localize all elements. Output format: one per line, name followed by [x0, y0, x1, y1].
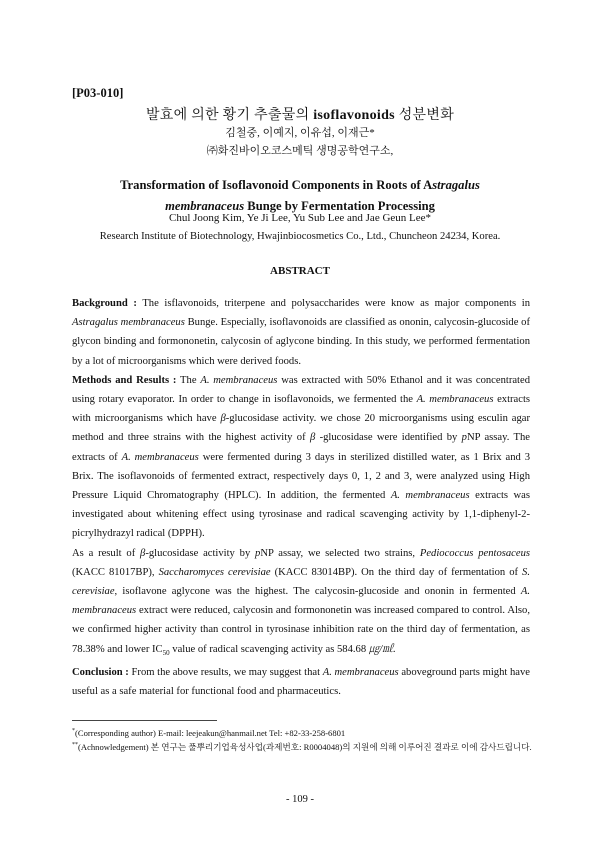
text-run: (KACC 81017BP),	[72, 566, 159, 578]
korean-authors: 김철중, 이예지, 이유섭, 이재근*	[225, 127, 375, 139]
footnote-text: (Achnowledgement) 본 연구는 풀뿌리기업육성사업(과제번호: R0004048)의 지원에 의해 이루어진 결과로 이에 감사드립니다.	[78, 741, 532, 752]
korean-affiliation: ㈜화진바이오코스메틱 생명공학연구소,	[206, 145, 394, 157]
italic-run: p	[255, 547, 261, 559]
beta-symbol: β	[140, 547, 146, 559]
english-authors: Chul Joong Kim, Ye Ji Lee, Yu Sub Lee and Jae Geun Lee*	[168, 212, 432, 224]
footnote-text: (Corresponding author) E-mail: leejeakun@hanmail.net Tel: +82-33-258-6801	[75, 727, 346, 738]
text-run: As a result of	[72, 547, 141, 559]
beta-symbol: β	[309, 432, 316, 444]
subscript: 50	[162, 648, 170, 657]
result-paragraph	[72, 544, 530, 663]
footnote-corresponding-author	[72, 725, 542, 740]
korean-title	[60, 104, 540, 124]
italic-run: Astragalus membranaceus	[72, 317, 185, 329]
italic-run: Saccharomyces cerevisiae	[158, 566, 271, 578]
korean-title-part: 발효에 의한 황기 추출물의	[145, 108, 314, 123]
text-run: , isoflavone aglycone was the highest. The calycosin-glucoside and ononin in fermented	[114, 586, 521, 598]
italic-run: A. membranaceus	[121, 451, 199, 463]
section-label: Background :	[72, 298, 137, 309]
footnote-mark: *	[72, 728, 75, 734]
italic-run: A. membranaceus	[390, 490, 470, 502]
abstract-body	[72, 294, 530, 701]
text-run: The isflavonoids, triterpene and polysaccharides were know as major components in	[136, 298, 530, 309]
section-label: Conclusion :	[72, 666, 129, 678]
poster-code: [P03-010]	[72, 86, 124, 100]
italic-run: p	[461, 432, 467, 444]
text-run: .	[392, 643, 396, 655]
text-run: were fermented during 3 days in sterilized distilled water, as 1 Brix and 3 Brix. The isoflavonoids of fermented extract, respectively days 0, 1, 2 and 3, were analyzed using High Pressure Liquid Chromatography (HPLC). In addition, the fermented	[72, 451, 531, 502]
abstract-heading: ABSTRACT	[270, 265, 330, 277]
english-title-italic: stragalus	[432, 178, 480, 192]
italic-run: S. cerevisiae	[72, 566, 530, 598]
text-run: From the above results, we may suggest that	[128, 666, 323, 678]
text-run: Bunge. Especially, isoflavonoids are classified as ononin, calycosin-glucoside of glycon binding and formononetin, calycosin of aglycone binding. In this study, we performed fermentation by a lot of microorganisms which were derived foods.	[72, 317, 530, 367]
footnote-mark: **	[72, 742, 78, 748]
beta-symbol: β	[220, 413, 226, 425]
footnote-divider	[72, 720, 217, 721]
footnote-acknowledgement	[72, 739, 548, 754]
italic-run: A. membranaceus	[416, 394, 494, 406]
text-run: NP assay, we selected two strains,	[260, 547, 420, 559]
text-run: (KACC 83014BP). On the third day of fermentation of	[270, 566, 523, 578]
methods-paragraph	[72, 371, 530, 544]
conclusion-paragraph	[72, 663, 530, 701]
italic-run: A. membranaceus	[322, 666, 399, 678]
text-run: NP assay. The extracts of	[72, 432, 530, 463]
text-run: -glucosidase activity. we chose 20 microorganisms using esculin agar method and three strains with the highest activity of	[72, 413, 531, 444]
english-title	[60, 175, 540, 217]
text-run: extracts with microorganisms which have	[72, 394, 531, 425]
text-run: aboveground parts might have useful as a safe material for functional food and pharmaceutics.	[72, 666, 530, 698]
text-run: -glucosidase were identified by	[315, 432, 462, 444]
text-run: value of radical scavenging activity as 584.68	[169, 643, 369, 655]
english-title-italic: membranaceus	[165, 199, 245, 213]
page-number: - 109 -	[286, 794, 314, 805]
text-run: extract were reduced, calycosin and formononetin was increased compared to control. Also, we confirmed higher activity than control in tyrosinase inhibition rate on the third day of fermentation, as 78.38% and lower IC	[72, 605, 530, 655]
section-label: Methods and Results :	[72, 374, 177, 386]
background-paragraph	[72, 294, 530, 371]
korean-title-keyword: isoflavonoids	[313, 108, 395, 123]
text-run: extracts was investigated about whitening effect using tyrosinase and radical scavenging activity by 1,1-diphenyl-2-picrylhydrazyl radical (DPPH).	[72, 490, 530, 540]
english-title-part: Transformation of Isoflavonoid Components in Roots of A	[120, 178, 433, 192]
english-title-part: Bunge by Fermentation Processing	[244, 199, 435, 213]
text-run: -glucosidase activity by	[145, 547, 256, 559]
italic-run: Pediococcus pentosaceus	[419, 547, 530, 559]
korean-title-part: 성분변화	[394, 108, 455, 123]
text-run: The	[176, 374, 201, 386]
text-run: was extracted with 50% Ethanol and it was concentrated using rotary evaporator. In order to change in isoflavonoids, we fermented the	[72, 374, 530, 406]
english-affiliation: Research Institute of Biotechnology, Hwajinbiocosmetics Co., Ltd., Chuncheon 24234, Korea.	[99, 231, 501, 242]
italic-run: A. membranaceus	[72, 586, 530, 617]
italic-run: A. membranaceus	[200, 374, 278, 386]
unit-text: ㎍/㎖	[368, 643, 393, 655]
